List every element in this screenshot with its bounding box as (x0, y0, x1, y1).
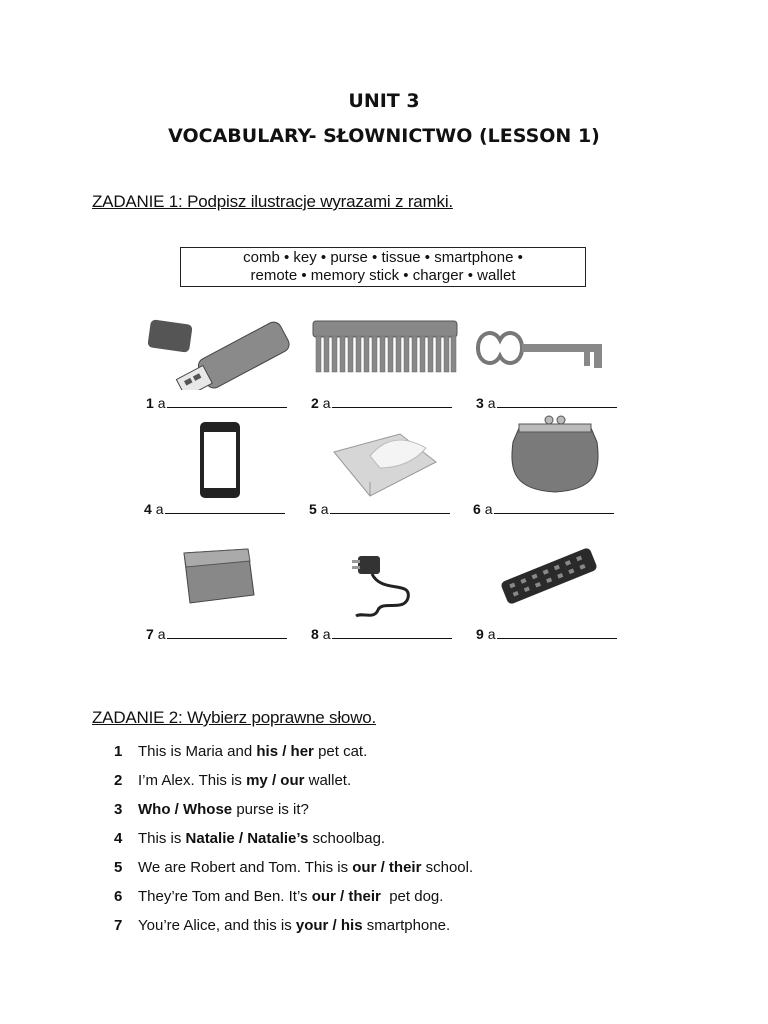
answer-line-5[interactable] (330, 501, 450, 514)
caption-2: 2 a (311, 395, 452, 411)
tissue-picture (330, 422, 440, 500)
caption-4: 4 a (144, 501, 285, 517)
sentence-6: 6 They’re Tom and Ben. It’s our / their pet dog. (114, 888, 444, 905)
comb-picture (310, 318, 460, 376)
lesson-title: VOCABULARY- SŁOWNICTWO (LESSON 1) (168, 125, 600, 147)
unit-title: UNIT 3 (348, 90, 420, 112)
answer-line-9[interactable] (497, 626, 617, 639)
word-box (180, 247, 586, 287)
choice-options[interactable]: Who / Whose (138, 801, 233, 818)
answer-line-1[interactable] (167, 395, 287, 408)
choice-options[interactable]: his / her (256, 743, 314, 760)
caption-7: 7 a (146, 626, 287, 642)
sentence-3: 3 Who / Whose purse is it? (114, 801, 309, 818)
caption-1: 1 a (146, 395, 287, 411)
sentence-2: 2 I’m Alex. This is my / our wallet. (114, 772, 352, 789)
word-box-line-2: remote • memory stick • charger • wallet (250, 267, 516, 284)
caption-5: 5 a (309, 501, 450, 517)
caption-6: 6 a (473, 501, 614, 517)
choice-options[interactable]: our / their (311, 888, 381, 905)
choice-options[interactable]: our / their (352, 859, 422, 876)
answer-line-3[interactable] (497, 395, 617, 408)
choice-options[interactable]: my / our (246, 772, 305, 789)
sentence-1: 1 This is Maria and his / her pet cat. (114, 743, 368, 760)
answer-line-6[interactable] (494, 501, 614, 514)
sentence-7: 7 You’re Alice, and this is your / his smartphone. (114, 917, 451, 934)
answer-line-7[interactable] (167, 626, 287, 639)
caption-9: 9 a (476, 626, 617, 642)
purse-picture (505, 412, 605, 496)
answer-line-2[interactable] (332, 395, 452, 408)
answer-line-8[interactable] (332, 626, 452, 639)
remote-picture (497, 540, 601, 612)
key-picture (472, 320, 622, 376)
wallet-picture (178, 545, 258, 607)
task1-heading: ZADANIE 1: Podpisz ilustracje wyrazami z ramki. (92, 192, 453, 211)
sentence-4: 4 This is Natalie / Natalie’s schoolbag. (114, 830, 386, 847)
sentence-5: 5 We are Robert and Tom. This is our / their school. (114, 859, 474, 876)
smartphone-picture (198, 420, 242, 500)
caption-8: 8 a (311, 626, 452, 642)
charger-picture (342, 550, 422, 624)
task2-heading: ZADANIE 2: Wybierz poprawne słowo. (92, 708, 377, 727)
answer-line-4[interactable] (165, 501, 285, 514)
word-box-line-1: comb • key • purse • tissue • smartphone • (243, 249, 523, 266)
choice-options[interactable]: Natalie / Natalie’s (185, 830, 309, 847)
memory-stick-picture (145, 312, 295, 390)
caption-3: 3 a (476, 395, 617, 411)
choice-options[interactable]: your / his (295, 917, 363, 934)
